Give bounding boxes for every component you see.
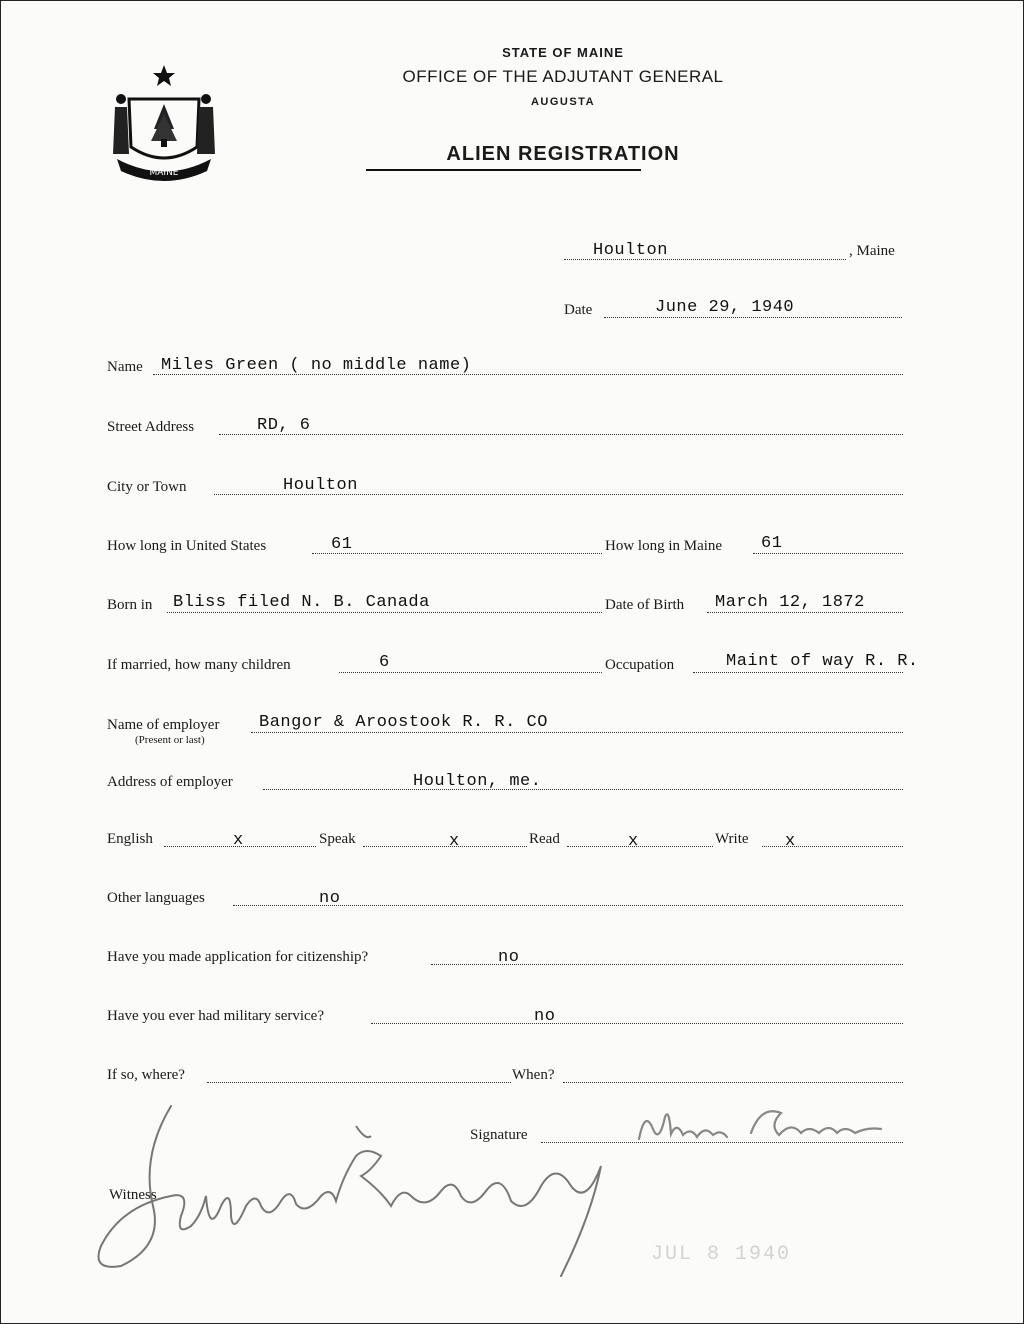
other-languages-label: Other languages <box>107 890 205 906</box>
city-value[interactable]: Houlton <box>283 476 358 495</box>
read-value[interactable]: x <box>628 832 639 851</box>
english-value[interactable]: x <box>233 831 244 850</box>
street-address-label: Street Address <box>107 419 195 435</box>
years-maine-value[interactable]: 61 <box>761 534 783 553</box>
date-value[interactable]: June 29, 1940 <box>655 298 795 317</box>
form-title: ALIEN REGISTRATION <box>446 143 680 165</box>
speak-label: Speak <box>319 831 356 847</box>
write-label: Write <box>715 831 749 847</box>
occupation-label: Occupation <box>605 657 675 673</box>
occupation-value[interactable]: Maint of way R. R. <box>726 652 919 671</box>
employer-label: Name of employer <box>107 717 220 733</box>
received-stamp: JUL 8 1940 <box>651 1243 792 1266</box>
signature-label: Signature <box>470 1127 528 1143</box>
place-state-label: , Maine <box>849 243 895 259</box>
born-in-value[interactable]: Bliss filed N. B. Canada <box>173 593 430 612</box>
citizenship-label: Have you made application for citizenship? <box>107 949 369 965</box>
applicant-signature <box>631 1099 911 1164</box>
header-city: AUGUSTA <box>530 96 596 108</box>
witness-signature <box>81 1096 621 1301</box>
city-label: City or Town <box>107 479 187 495</box>
header-state: STATE OF MAINE <box>502 45 624 60</box>
english-label: English <box>107 831 153 847</box>
children-label: If married, how many children <box>107 657 291 673</box>
military-value[interactable]: no <box>534 1007 556 1026</box>
employer-address-value[interactable]: Houlton, me. <box>413 772 542 791</box>
title-underline <box>366 169 641 171</box>
citizenship-value[interactable]: no <box>498 948 520 967</box>
street-address-value[interactable]: RD, 6 <box>257 416 311 435</box>
date-label: Date <box>564 302 593 318</box>
years-maine-label: How long in Maine <box>605 538 723 554</box>
years-us-value[interactable]: 61 <box>331 535 353 554</box>
dob-label: Date of Birth <box>605 597 685 613</box>
other-languages-value[interactable]: no <box>319 889 341 908</box>
speak-value[interactable]: x <box>449 832 460 851</box>
name-label: Name <box>107 359 143 375</box>
witness-label: Witness <box>109 1187 157 1203</box>
seal-banner-text: MAINE <box>149 168 179 178</box>
place-value[interactable]: Houlton <box>593 241 668 260</box>
name-value[interactable]: Miles Green ( no middle name) <box>161 356 472 375</box>
born-in-label: Born in <box>107 597 153 613</box>
military-label: Have you ever had military service? <box>107 1008 324 1024</box>
when-label: When? <box>512 1067 555 1083</box>
employer-address-label: Address of employer <box>107 774 233 790</box>
write-value[interactable]: x <box>785 832 796 851</box>
where-label: If so, where? <box>107 1067 185 1083</box>
years-us-label: How long in United States <box>107 538 267 554</box>
children-value[interactable]: 6 <box>379 653 390 672</box>
read-label: Read <box>529 831 560 847</box>
employer-value[interactable]: Bangor & Aroostook R. R. CO <box>259 713 548 732</box>
header-office: OFFICE OF THE ADJUTANT GENERAL <box>402 67 724 86</box>
employer-sublabel: (Present or last) <box>135 734 205 746</box>
dob-value[interactable]: March 12, 1872 <box>715 593 865 612</box>
